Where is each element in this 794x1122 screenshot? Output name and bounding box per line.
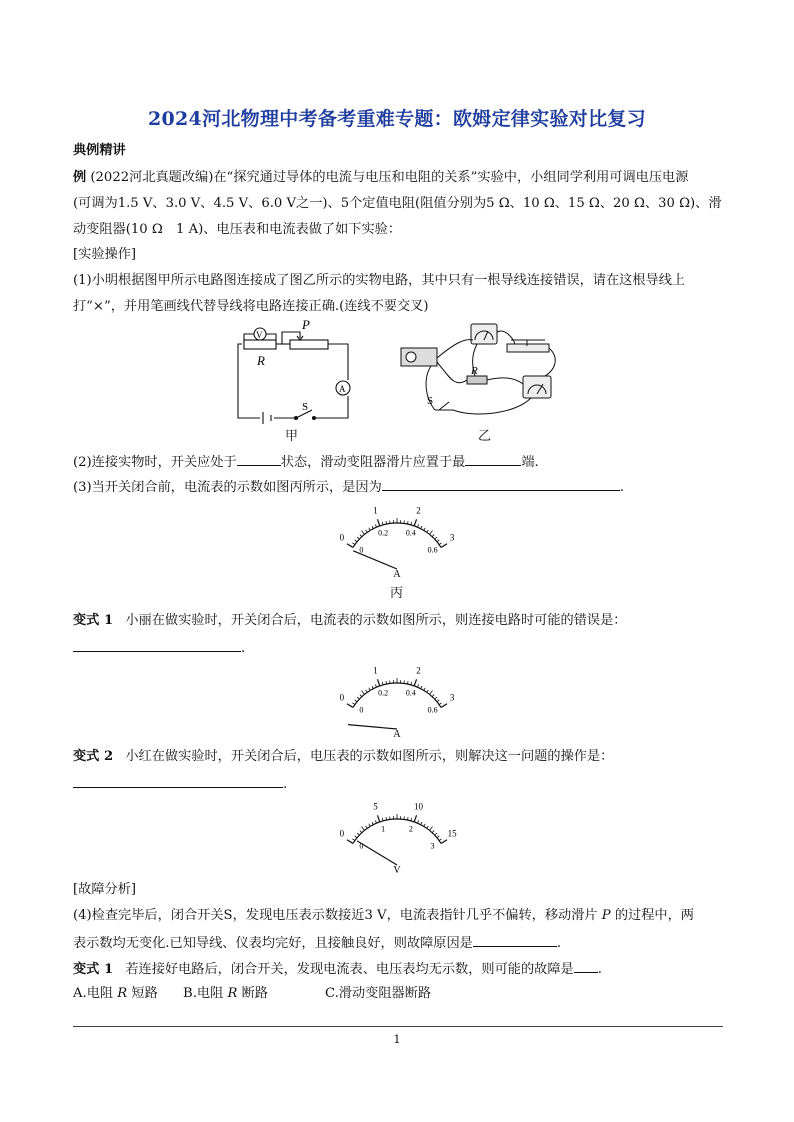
variant-1-text: 小丽在做实验时，开关闭合后，电流表的示数如图所示，则连接电路时可能的错误是：: [125, 613, 627, 628]
meter-symbol: V: [393, 865, 401, 876]
meter-tick: [375, 820, 376, 823]
meter-tick: [435, 697, 437, 699]
meter-tick: [414, 679, 416, 686]
meter-tick: [347, 704, 353, 708]
meter-tick: [366, 690, 368, 692]
meter-lower-label: 3: [430, 841, 435, 851]
variant-1-answer-line: [73, 637, 723, 659]
meter-tick: [439, 703, 441, 705]
meter-tick: [366, 530, 368, 532]
meter-tick: [441, 704, 447, 708]
meter-tick: [355, 700, 357, 702]
meter-tick: [441, 840, 447, 844]
variant-3-blank[interactable]: [574, 958, 598, 973]
meter-tick: [377, 815, 379, 822]
meter-lower-label: 1: [381, 824, 386, 834]
meter-tick: [427, 530, 429, 532]
variant-3-text: 若连接好电路后，闭合开关，发现电流表、电压表均无示数，则可能的故障是: [125, 962, 574, 977]
meter-upper-label: 0: [339, 692, 345, 703]
voltmeter-device: [471, 324, 497, 344]
meter-lower-label: 0.2: [378, 688, 389, 698]
meter-tick: [417, 820, 418, 823]
example-line-1: [73, 168, 723, 188]
q2-blank-2[interactable]: [465, 451, 521, 466]
rheostat-symbol: [290, 340, 328, 349]
meter-upper-label: 3: [449, 692, 455, 703]
meter-upper-label: 0: [339, 532, 345, 543]
meter-tick: [437, 540, 439, 542]
meter-lower-label: 0.6: [427, 705, 438, 715]
q3-text-a: (3)当开关闭合前，电流表的示数如图丙所示，是因为: [73, 480, 382, 495]
meter-tick: [347, 544, 353, 548]
fig-jia-v-label: V: [256, 330, 263, 340]
meter-tick: [437, 836, 439, 838]
meter-tick: [417, 524, 418, 527]
meter-tick: [360, 830, 362, 832]
fig-yi-r-label: R: [471, 365, 478, 377]
meter-tick: [424, 824, 426, 827]
meter-tick: [421, 686, 422, 689]
answer-options: [73, 984, 723, 1004]
meter-tick: [432, 830, 434, 832]
meter-upper-label: 2: [416, 665, 421, 676]
meter-tick: [417, 684, 418, 687]
ammeter-dial-variant-1: [335, 657, 459, 741]
meter-upper-label: 1: [373, 665, 378, 676]
meter-upper-label: 0: [339, 828, 345, 839]
meter-symbol: A: [393, 729, 401, 740]
caption-jia: 甲: [285, 429, 299, 444]
meter-tick: [414, 519, 416, 526]
meter-tick: [347, 840, 353, 844]
meter-tick: [429, 690, 432, 694]
variant-3-end: .: [597, 962, 602, 977]
meter-tick: [421, 822, 422, 825]
q4-end: .: [556, 936, 562, 951]
meter-needle: [357, 841, 397, 865]
meter-arc: [353, 523, 441, 547]
question-2: [73, 451, 723, 473]
footer-divider: [73, 1026, 723, 1027]
variant-2-text: 小红在做实验时，开关闭合后，电压表的示数如图所示，则解决这一问题的操作是：: [125, 749, 614, 764]
meter-tick: [432, 534, 434, 536]
meter-upper-label: 1: [373, 505, 378, 516]
example-line-2: (可调为1.5 V、3.0 V、4.5 V、6.0 V之一)、5个定值电阻(阻值分别为5 Ω、10 Ω、15 Ω、20 Ω、30 Ω)、滑: [73, 196, 722, 211]
ammeter-dial-bing: [335, 497, 459, 581]
meter-tick: [352, 543, 354, 545]
variant-1-end: .: [241, 641, 246, 656]
q4-text-a: (4)检查完毕后，闭合开关S，发现电压表示数接近3 V，电流表指针几乎不偏转，移动滑片: [73, 908, 598, 923]
meter-tick: [372, 526, 373, 529]
q4-text-b: 的过程中，两: [614, 908, 694, 923]
variant-2-label: 变式 2: [73, 749, 114, 764]
meter-lower-label: 0: [359, 841, 364, 851]
caption-yi: 乙: [478, 429, 492, 444]
ammeter-device: [523, 376, 551, 398]
example-text-1: (2022河北真题改编)在“探究通过导体的电流与电压和电阻的关系”实验中，小组同学利用可调电压电源: [90, 170, 689, 185]
meter-lower-label: 0.6: [427, 545, 438, 555]
meter-tick: [355, 836, 357, 838]
voltmeter-dial-variant-2: [335, 793, 459, 877]
meter-tick: [361, 530, 364, 534]
caption-bing: 丙: [390, 586, 404, 601]
variant-1-blank[interactable]: [73, 637, 241, 652]
section-experiment-operation: [实验操作]: [73, 247, 137, 262]
meter-tick: [361, 826, 364, 830]
variant-1-line-1: [73, 611, 723, 631]
fig-jia-r-label: R: [257, 353, 265, 368]
meter-tick: [372, 822, 373, 825]
page-title: 2024河北物理中考备考重难专题：欧姆定律实验对比复习: [148, 108, 646, 130]
meter-tick: [377, 519, 379, 526]
meter-tick: [369, 528, 371, 531]
meter-lower-label: 2: [408, 824, 413, 834]
meter-tick: [366, 826, 368, 828]
meter-arc: [353, 819, 441, 843]
meter-tick: [377, 679, 379, 686]
meter-tick: [357, 697, 359, 699]
example-label: 例: [73, 170, 87, 185]
meter-tick: [424, 688, 426, 691]
meter-tick: [439, 543, 441, 545]
section-fault-analysis: [故障分析]: [73, 882, 137, 897]
section-typical-examples: 典例精讲: [73, 143, 126, 158]
meter-tick: [424, 528, 426, 531]
meter-tick: [369, 824, 371, 827]
meter-needle: [353, 551, 397, 569]
meter-upper-label: 3: [449, 532, 455, 543]
meter-tick: [352, 703, 354, 705]
question-1-line-1: (1)小明根据图甲所示电路图连接成了图乙所示的实物电路，其中只有一根导线连接错误，请在这根导线上: [73, 273, 686, 288]
meter-lower-label: 0: [359, 705, 364, 715]
meter-needle: [348, 725, 397, 729]
meter-tick: [435, 537, 437, 539]
option-c[interactable]: C.滑动变阻器断路: [325, 986, 432, 1001]
variant-2-blank[interactable]: [73, 773, 283, 788]
q2-text-c: 端.: [521, 455, 539, 470]
meter-tick: [357, 833, 359, 835]
fig-yi-s-label: S: [427, 395, 434, 407]
question-3: [73, 476, 723, 498]
question-4-line-2: [73, 932, 723, 954]
q4-text-c: 表示数均无变化.已知导线、仪表均完好，且接触良好，则故障原因是: [73, 936, 473, 951]
option-a[interactable]: A.电阻 R 短路: [73, 986, 158, 1001]
meter-tick: [432, 694, 434, 696]
meter-tick: [360, 694, 362, 696]
meter-tick: [372, 686, 373, 689]
meter-tick: [427, 826, 429, 828]
question-4-line-1: [73, 906, 723, 926]
meter-tick: [421, 526, 422, 529]
meter-upper-label: 5: [373, 801, 378, 812]
meter-lower-label: 0.2: [378, 528, 389, 538]
meter-tick: [357, 537, 359, 539]
meter-upper-label: 2: [416, 505, 421, 516]
meter-tick: [352, 839, 354, 841]
variant-2-line-1: [73, 747, 723, 767]
option-b[interactable]: B.电阻 R 断路: [183, 986, 268, 1001]
variant-3-line: [73, 958, 723, 980]
meter-tick: [361, 690, 364, 694]
meter-lower-label: 0: [359, 545, 364, 555]
q4-blank[interactable]: [473, 932, 557, 947]
q3-text-b: .: [619, 480, 625, 495]
meter-tick: [437, 700, 439, 702]
resistor-r-symbol: [244, 340, 276, 349]
meter-lower-label: 0.4: [405, 688, 416, 698]
question-1-line-2: 打“×”，并用笔画线代替导线将电路连接正确.(连线不要交叉): [73, 299, 429, 314]
resistor-device: [467, 376, 487, 384]
meter-arc: [353, 683, 441, 707]
fig-jia-s-label: S: [302, 401, 309, 413]
q2-text-a: (2)连接实物时，开关应处于: [73, 455, 237, 470]
rheostat-device: [507, 344, 549, 352]
meter-upper-label: 10: [414, 801, 424, 812]
example-line-3: 动变阻器(10 Ω 1 A)、电压表和电流表做了如下实验：: [73, 222, 402, 237]
q2-blank-1[interactable]: [237, 451, 281, 466]
fig-jia-p-label: P: [302, 317, 310, 332]
meter-upper-label: 15: [447, 828, 457, 839]
meter-tick: [441, 544, 447, 548]
meter-lower-label: 0.4: [405, 528, 416, 538]
variant-2-end: .: [283, 777, 288, 792]
meter-tick: [427, 690, 429, 692]
meter-tick: [429, 826, 432, 830]
page-number: 1: [393, 1033, 401, 1046]
meter-tick: [435, 833, 437, 835]
meter-symbol: A: [393, 569, 401, 580]
meter-tick: [439, 839, 441, 841]
variant-3-label: 变式 1: [73, 962, 114, 977]
variant-2-answer-line: [73, 773, 723, 795]
meter-tick: [429, 530, 432, 534]
q2-text-b: 状态，滑动变阻器滑片应置于最: [280, 455, 466, 470]
meter-tick: [355, 540, 357, 542]
meter-tick: [375, 684, 376, 687]
meter-tick: [375, 524, 376, 527]
variant-1-label: 变式 1: [73, 613, 114, 628]
fig-jia-a-label: A: [339, 384, 346, 394]
meter-tick: [360, 534, 362, 536]
q4-p-symbol: P: [601, 908, 611, 923]
physical-circuit-yi: [395, 318, 565, 430]
q3-blank[interactable]: [382, 476, 620, 491]
meter-tick: [414, 815, 416, 822]
meter-tick: [369, 688, 371, 691]
